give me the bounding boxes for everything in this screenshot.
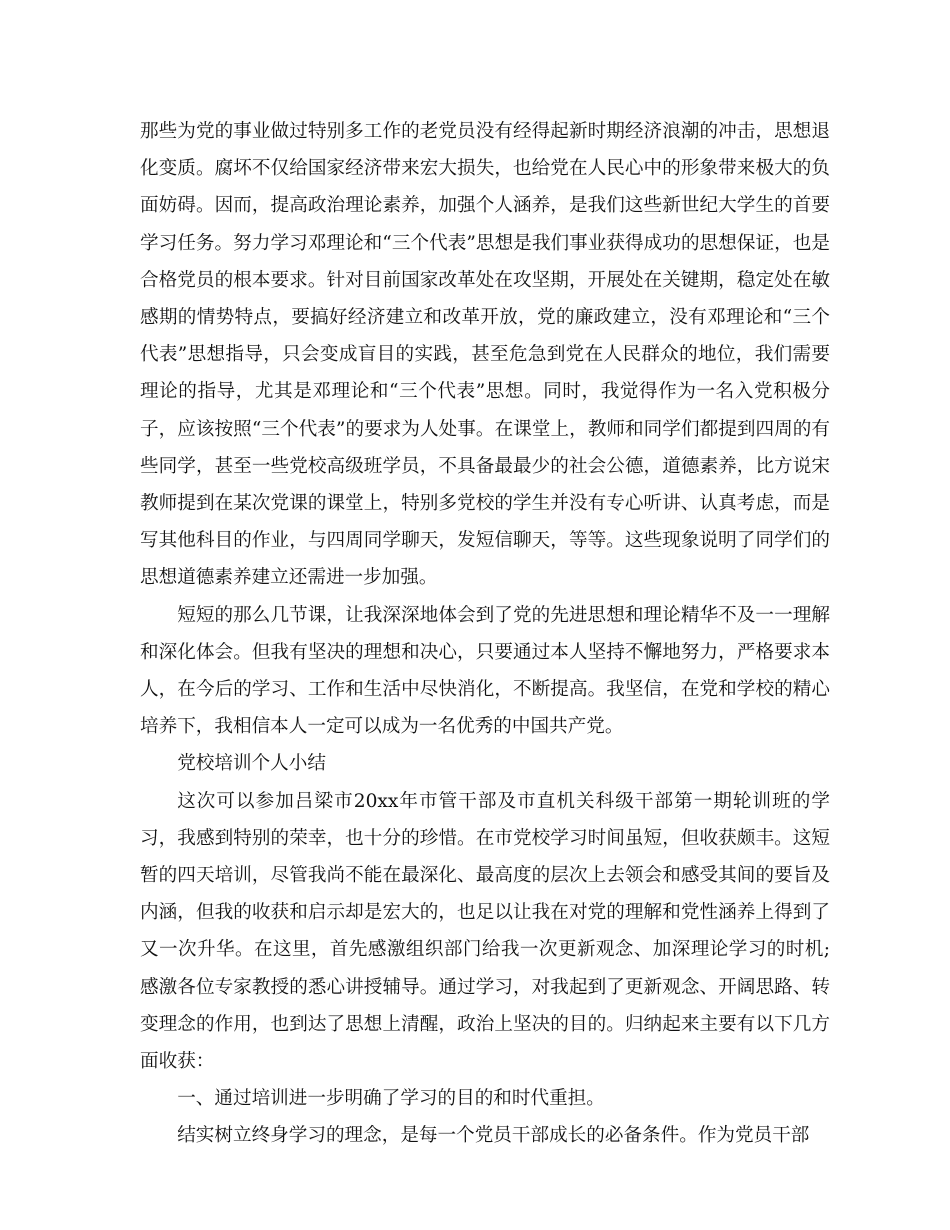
document-body [140, 113, 830, 1155]
paragraph-3: 这次可以参加吕梁市20xx年市管干部及市直机关科级干部第一期轮训班的学习，我感到特别的荣幸，也十分的珍惜。在市党校学习时间虽短，但收获颇丰。这短暂的四天培训，尽管我尚不能在最深化、最高度的层次上去领会和感受其间的要旨及内涵，但我的收获和启示却是宏大的，也足以让我在对党的理解和党性涵养上得到了又一次升华。在这里，首先感激组织部门给我一次更新观念、加深理论学习的时机;感激各位专家教授的悉心讲授辅导。通过学习，对我起到了更新观念、开阔思路、转变理念的作用，也到达了思想上清醒，政治上坚决的目的。归纳起来主要有以下几方面收获： [140, 790, 830, 1073]
section-heading: 党校培训个人小结 [177, 753, 326, 775]
paragraph-5: 结实树立终身学习的理念，是每一个党员干部成长的必备条件。作为党员干部 [177, 1125, 810, 1147]
paragraph-1: 那些为党的事业做过特别多工作的老党员没有经得起新时期经济浪潮的冲击，思想退化变质。腐坏不仅给国家经济带来宏大损失，也给党在人民心中的形象带来极大的负面妨碍。因而，提高政治理论素养，加强个人涵养，是我们这些新世纪大学生的首要学习任务。努力学习邓理论和“三个代表”思想是我们事业获得成功的思想保证，也是合格党员的根本要求。针对目前国家改革处在攻坚期，开展处在关键期，稳定处在敏感期的情势特点，要搞好经济建立和改革开放，党的廉政建立，没有邓理论和“三个代表”思想指导，只会变成盲目的实践，甚至危急到党在人民群众的地位，我们需要理论的指导，尤其是邓理论和“三个代表”思想。同时，我觉得作为一名入党积极分子，应该按照“三个代表”的要求为人处事。在课堂上，教师和同学们都提到四周的有些同学，甚至一些党校高级班学员，不具备最最少的社会公德，道德素养，比方说宋教师提到在某次党课的课堂上，特别多党校的学生并没有专心听讲、认真考虑，而是写其他科目的作业，与四周同学聊天，发短信聊天，等等。这些现象说明了同学们的思想道德素养建立还需进一步加强。 [140, 121, 830, 589]
paragraph-4: 一、通过培训进一步明确了学习的目的和时代重担。 [177, 1088, 605, 1110]
paragraph-2: 短短的那么几节课，让我深深地体会到了党的先进思想和理论精华不及一一理解和深化体会。但我有坚决的理想和决心，只要通过本人坚持不懈地努力，严格要求本人，在今后的学习、工作和生活中尽快消化，不断提高。我坚信，在党和学校的精心培养下，我相信本人一定可以成为一名优秀的中国共产党。 [140, 604, 830, 738]
